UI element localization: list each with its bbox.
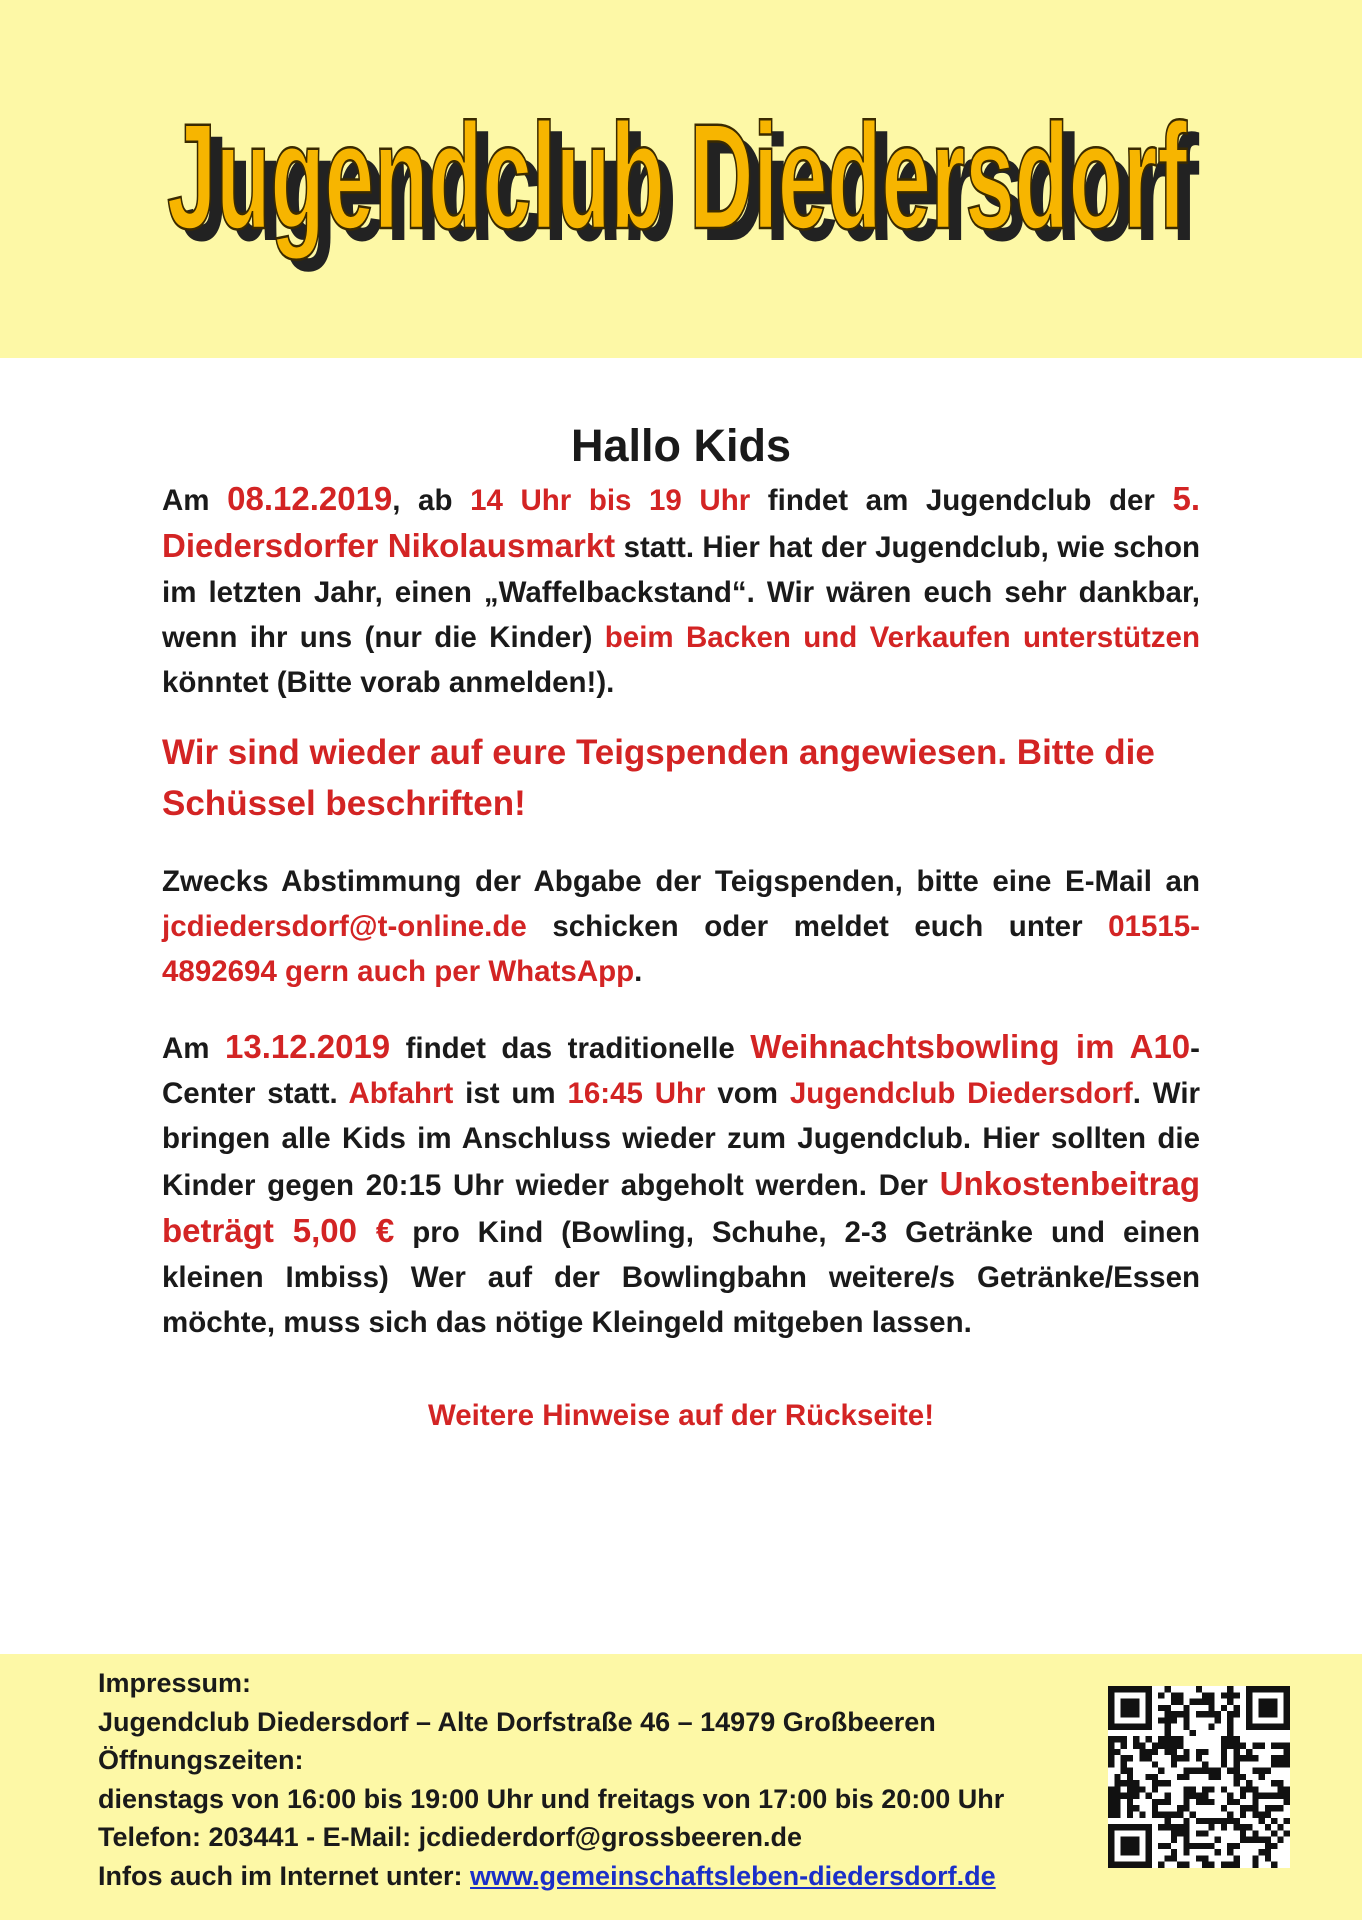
- text: statt. Hier hat der Jugendclub, wie schon im letzten Jahr, einen „Waffelbackstand“. Wir wären euch sehr dankbar, wenn ihr uns (nur die Kinder): [162, 531, 1201, 654]
- text: . Wir bringen alle Kids im Anschluss wieder zum Jugendclub. Hier sollten die Kinder gegen 20:15 Uhr wieder abgeholt werden. Der: [162, 1077, 1201, 1202]
- text: -Center statt.: [162, 1032, 1200, 1110]
- contact-line: Telefon: 203441 - E-Mail: jcdiederdorf@grossbeeren.de: [98, 1822, 803, 1852]
- help-request: beim Backen und Verkaufen unterstützen: [604, 621, 1200, 654]
- event-name: 5. Diedersdorfer Nikolausmarkt: [162, 480, 1200, 564]
- text: Zwecks Abstimmung der Abgabe der Teigspenden, bitte eine E-Mail an: [162, 865, 1200, 898]
- text: ist um: [453, 1077, 568, 1110]
- logo-shadow: Jugendclub Diedersdorf: [179, 104, 1200, 272]
- paragraph-bowling: [162, 1024, 1200, 1345]
- main-content: [162, 418, 1200, 1438]
- text: pro Kind (Bowling, Schuhe, 2-3 Getränke und einen kleinen Imbiss) Wer auf der Bowlingbahn weitere/s Getränke/Essen möchte, muss sich das nötige Kleingeld mitgeben lassen.: [162, 1216, 1200, 1339]
- text: vom: [705, 1077, 790, 1110]
- text: schicken oder meldet euch unter: [526, 910, 1109, 943]
- event-time: 14 Uhr bis 19 Uhr: [470, 484, 751, 517]
- text: findet das traditionelle: [390, 1032, 751, 1065]
- paragraph-contact: [162, 859, 1200, 994]
- bowling-event: Weihnachtsbowling im A10: [750, 1028, 1191, 1065]
- text: .: [634, 955, 643, 988]
- departure-place: Jugendclub Diedersdorf: [789, 1077, 1133, 1110]
- backside-note: Weitere Hinweise auf der Rückseite!: [427, 1399, 935, 1432]
- text: , ab: [392, 484, 471, 517]
- website-link[interactable]: www.gemeinschaftsleben-diedersdorf.de: [470, 1860, 996, 1891]
- website-prefix: Infos auch im Internet unter:: [98, 1860, 471, 1891]
- qr-code-icon[interactable]: [1108, 1686, 1290, 1868]
- fee-amount: Unkostenbeitrag beträgt 5,00 €: [162, 1165, 1200, 1249]
- departure-time: 16:45 Uhr: [567, 1077, 706, 1110]
- club-logo: [165, 24, 1215, 274]
- hours-heading: Öffnungszeiten:: [98, 1745, 304, 1775]
- phone-number: 01515-4892694 gern auch per WhatsApp: [162, 910, 1200, 988]
- website-line: [98, 1857, 1058, 1896]
- text: Am: [162, 484, 228, 517]
- text: findet am Jugendclub der: [750, 484, 1173, 517]
- callout-teigspenden: Wir sind wieder auf eure Teigspenden angewiesen. Bitte die Schüssel beschriften!: [162, 733, 1155, 823]
- bowling-date: 13.12.2019: [224, 1028, 391, 1065]
- impressum: [98, 1664, 1058, 1895]
- event-date: 08.12.2019: [227, 480, 393, 517]
- email-link[interactable]: jcdiedersdorf@t-online.de: [162, 910, 527, 943]
- address-line: Jugendclub Diedersdorf – Alte Dorfstraße 46 – 14979 Großbeeren: [98, 1706, 936, 1737]
- page-title: Hallo Kids: [570, 420, 792, 471]
- impressum-heading: Impressum:: [98, 1668, 252, 1698]
- text: könntet (Bitte vorab anmelden!).: [162, 666, 615, 699]
- paragraph-nikolausmarkt: [162, 476, 1200, 705]
- text: Am: [162, 1032, 225, 1065]
- departure-label: Abfahrt: [348, 1077, 454, 1110]
- logo-title: Jugendclub Diedersdorf: [167, 92, 1188, 260]
- hours-line: dienstags von 16:00 bis 19:00 Uhr und freitags von 17:00 bis 20:00 Uhr: [98, 1783, 1005, 1814]
